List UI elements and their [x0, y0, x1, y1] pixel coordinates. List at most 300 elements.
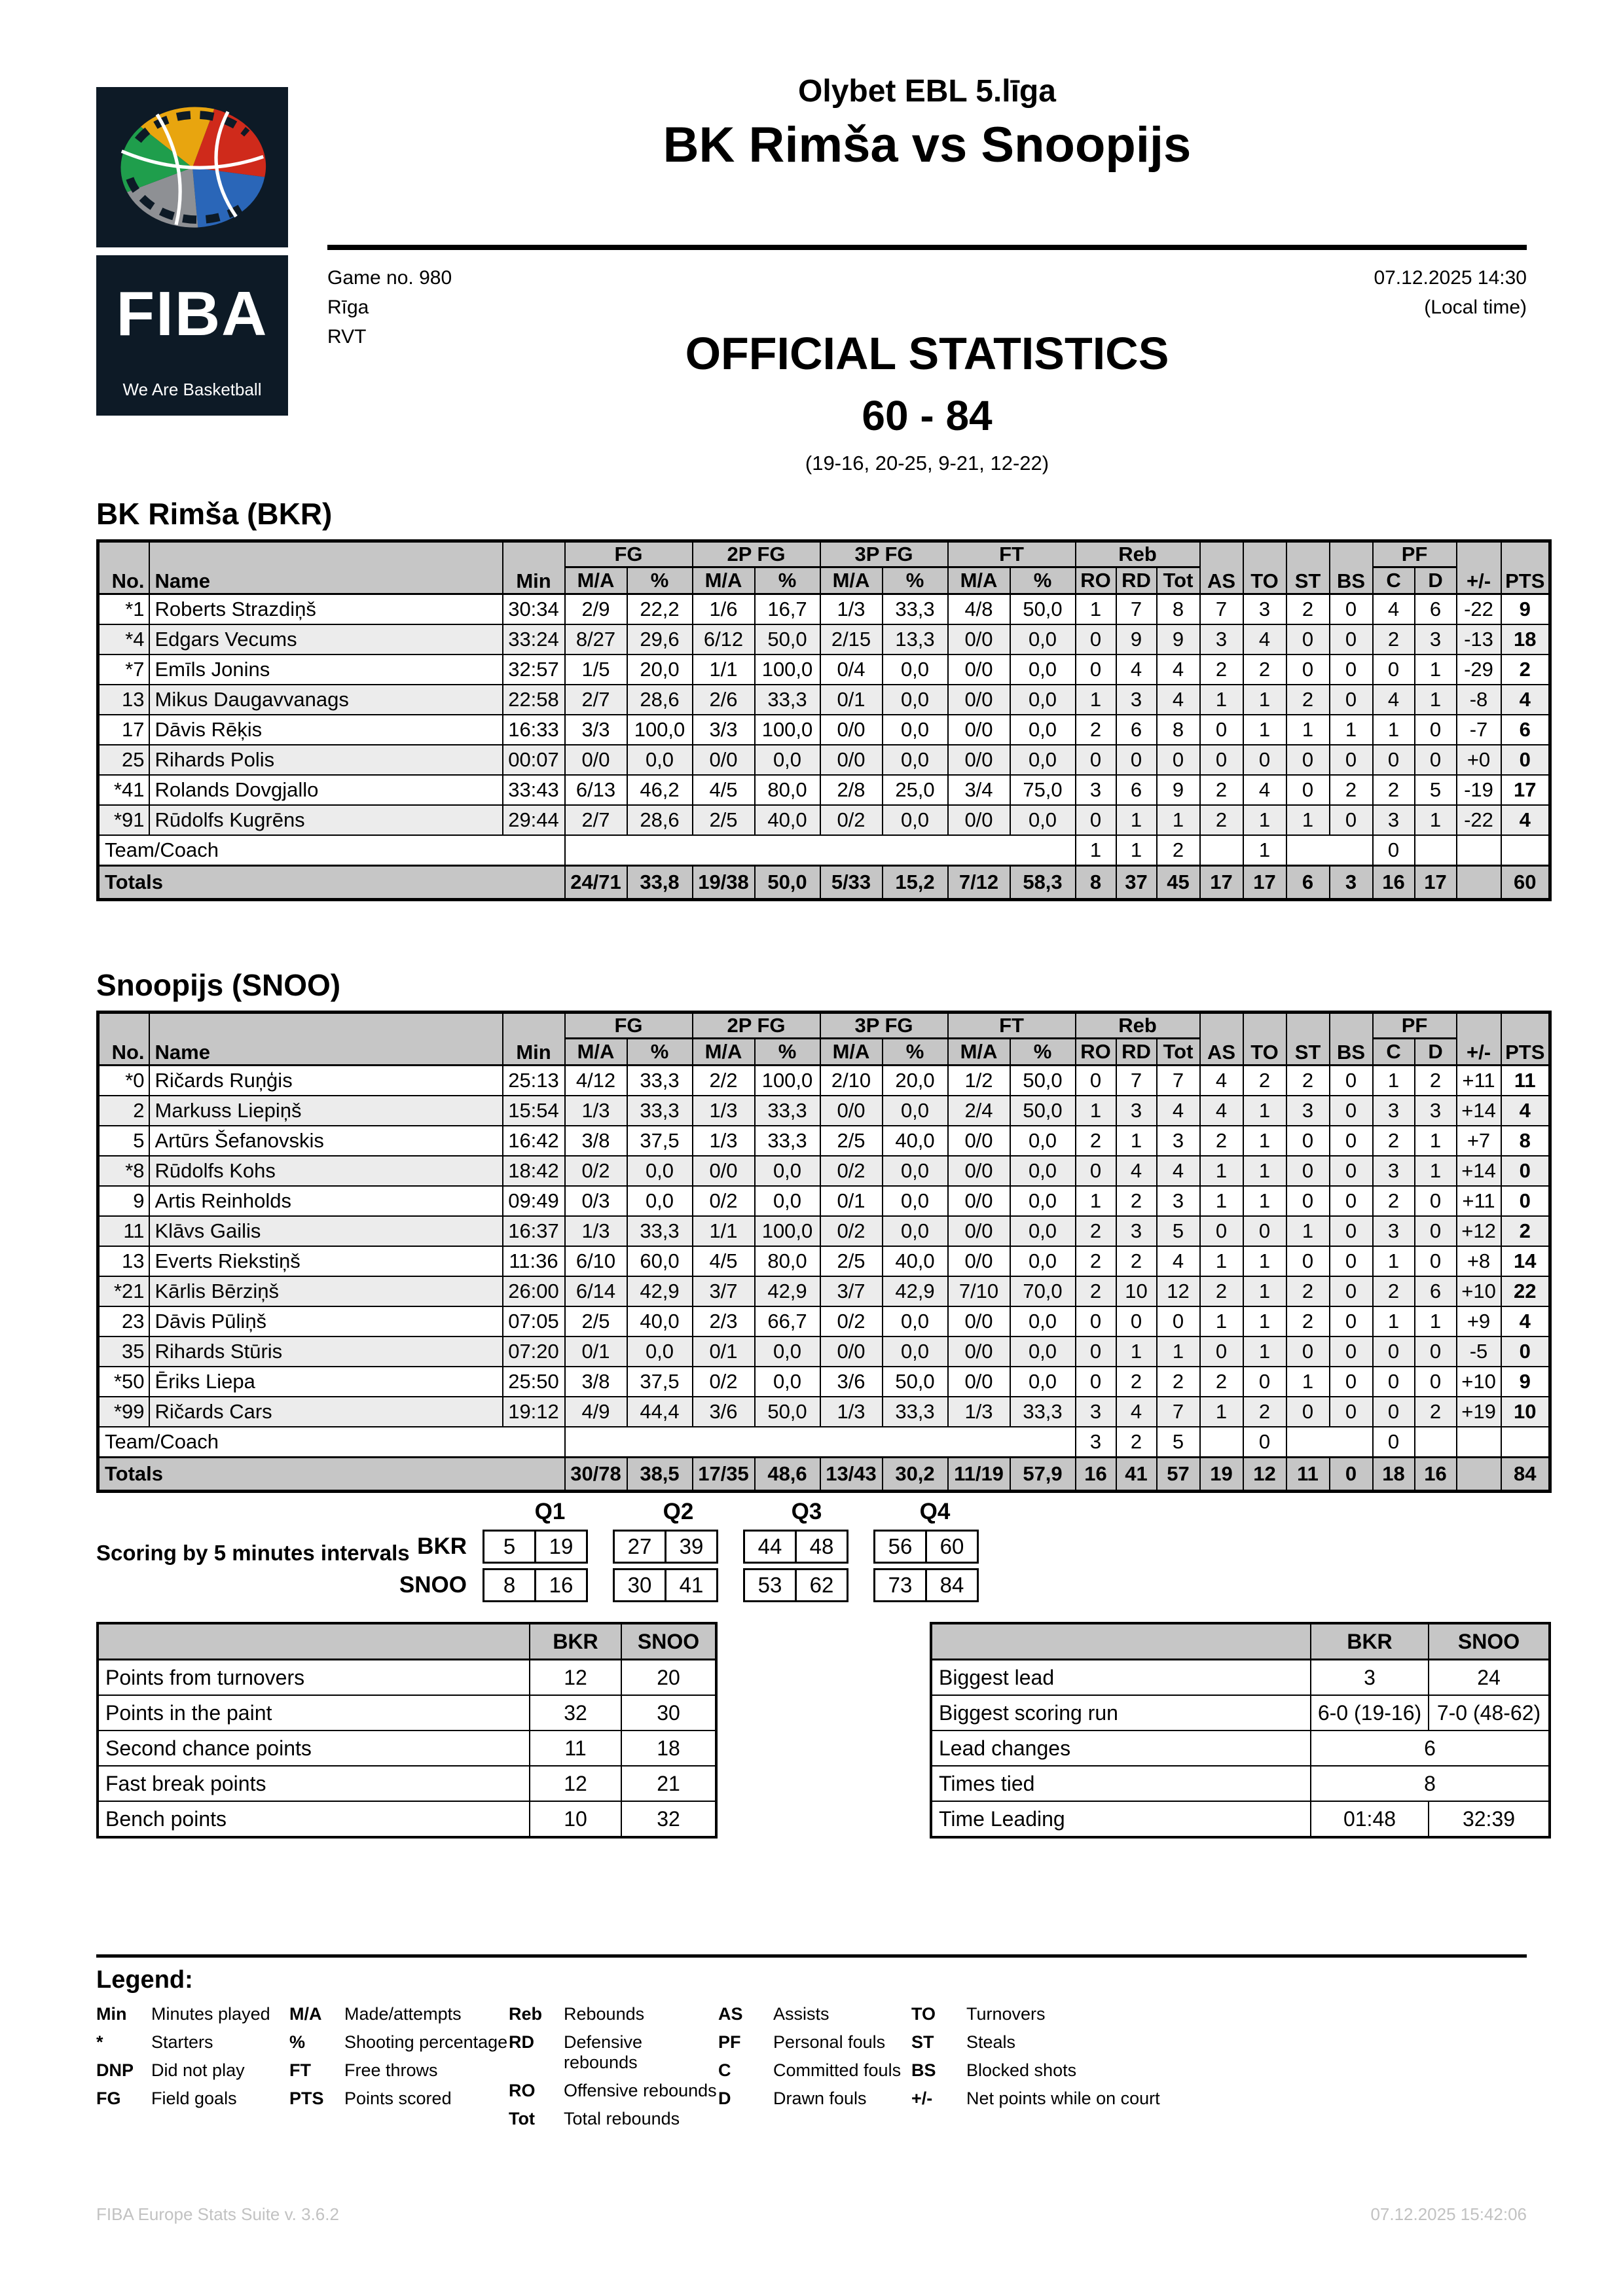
intervals-label: Scoring by 5 minutes intervals: [96, 1541, 410, 1565]
stat-cell: 09:49: [503, 1186, 565, 1216]
legend-entry: [96, 2004, 289, 2024]
stat-cell: 11: [1286, 1458, 1330, 1492]
stat-cell: 4/5: [693, 775, 755, 805]
stat-cell: 1: [1157, 1336, 1200, 1367]
stat-cell: 7: [1157, 1066, 1200, 1096]
blank-cell: [1415, 1427, 1457, 1458]
stat-cell: 1/3: [693, 1096, 755, 1126]
stat-cell: 2: [1076, 1126, 1116, 1156]
stat-cell: 0,0: [1010, 655, 1076, 685]
stat-cell: Roberts Strazdiņš: [149, 594, 503, 625]
group-header: PF: [1373, 541, 1457, 567]
stat-cell: 2: [1501, 655, 1550, 685]
player-row: [98, 1306, 1550, 1336]
col-header: Name: [149, 1013, 503, 1066]
stat-cell: 35: [98, 1336, 149, 1367]
stat-cell: 0,0: [1010, 745, 1076, 775]
stat-cell: 9: [1501, 594, 1550, 625]
legend-entry: [911, 2089, 1186, 2109]
stat-cell: 33:43: [503, 775, 565, 805]
group-header: 2P FG: [693, 541, 820, 567]
stat-cell: 0,0: [883, 1216, 948, 1246]
legend-abbr: Tot: [509, 2109, 535, 2128]
stat-cell: 9: [1157, 624, 1200, 655]
legend-abbr: M/A: [289, 2004, 322, 2024]
stat-cell: 2/7: [565, 685, 627, 715]
col-header: %: [755, 1039, 820, 1066]
stat-cell: 0/0: [948, 1126, 1010, 1156]
stat-cell: 18:42: [503, 1156, 565, 1186]
interval-score-cell: 73: [888, 1573, 913, 1597]
stat-cell: Markuss Liepiņš: [149, 1096, 503, 1126]
stat-cell: 0: [1415, 715, 1457, 745]
interval-team-row: [96, 1568, 1209, 1602]
stat-cell: 60: [1501, 866, 1550, 900]
misc-value: 12: [530, 1660, 621, 1696]
stat-cell: 11: [1501, 1066, 1550, 1096]
stat-cell: Kārlis Bērziņš: [149, 1276, 503, 1306]
stat-cell: 33,3: [883, 1397, 948, 1427]
col-header: ST: [1286, 541, 1330, 594]
stat-cell: *8: [98, 1156, 149, 1186]
stat-cell: Rūdolfs Kohs: [149, 1156, 503, 1186]
stat-cell: 0,0: [883, 1096, 948, 1126]
stat-cell: 2: [98, 1096, 149, 1126]
stat-cell: 8: [1076, 866, 1116, 900]
league-title: Olybet EBL 5.līga: [798, 74, 1056, 109]
stat-cell: Ēriks Liepa: [149, 1367, 503, 1397]
misc-value: 7-0 (48-62): [1429, 1695, 1550, 1731]
stat-cell: 0: [1243, 1367, 1286, 1397]
stat-cell: 16,7: [755, 594, 820, 625]
interval-score-cell: 53: [757, 1573, 782, 1597]
fiba-tagline: We Are Basketball: [122, 380, 262, 399]
stat-cell: 50,0: [755, 1397, 820, 1427]
stat-cell: 2: [1076, 1216, 1116, 1246]
totals-label: Totals: [98, 866, 565, 900]
stat-cell: Everts Riekstiņš: [149, 1246, 503, 1276]
stat-cell: 0: [1076, 1066, 1116, 1096]
stat-cell: 1/3: [693, 1126, 755, 1156]
stat-cell: 4: [1157, 1156, 1200, 1186]
player-row: [98, 1336, 1550, 1367]
legend-description: Starters: [151, 2032, 213, 2052]
stat-cell: 0: [1373, 1336, 1415, 1367]
stat-cell: 1: [1243, 1186, 1286, 1216]
stat-cell: 0: [1330, 745, 1373, 775]
stat-cell: 0: [1373, 745, 1415, 775]
legend-entry: [718, 2004, 911, 2024]
legend-description: Did not play: [151, 2060, 245, 2080]
legend-description: Points scored: [344, 2089, 452, 2108]
stat-cell: 0: [1373, 835, 1415, 866]
misc-header-row: [931, 1623, 1550, 1660]
misc-label: Points from turnovers: [98, 1660, 530, 1696]
stat-cell: 1: [1415, 1156, 1457, 1186]
stat-cell: 3/8: [565, 1367, 627, 1397]
stat-cell: 4: [1501, 805, 1550, 835]
legend-description: Shooting percentage: [344, 2032, 508, 2052]
legend-description: Field goals: [151, 2089, 237, 2108]
stat-cell: 4: [1116, 1397, 1157, 1427]
col-header: RO: [1076, 1039, 1116, 1066]
stat-cell: 29:44: [503, 805, 565, 835]
stat-cell: 4: [1157, 1246, 1200, 1276]
stat-cell: 0: [1286, 1397, 1330, 1427]
stat-cell: 0/2: [565, 1156, 627, 1186]
stat-cell: 0/0: [948, 624, 1010, 655]
stat-cell: 0/0: [948, 655, 1010, 685]
stat-cell: 0/2: [820, 1216, 883, 1246]
stat-cell: 1: [1076, 835, 1116, 866]
stat-cell: 0: [1330, 1216, 1373, 1246]
stat-cell: 1: [1200, 1306, 1243, 1336]
blank-cell: [1501, 835, 1550, 866]
col-header: RD: [1116, 1039, 1157, 1066]
stat-cell: 0/0: [948, 805, 1010, 835]
legend-entry: [509, 2109, 718, 2129]
stat-cell: 0: [1415, 1186, 1457, 1216]
stat-cell: 9: [1157, 775, 1200, 805]
stat-cell: 0,0: [883, 1306, 948, 1336]
stat-cell: 2: [1116, 1427, 1157, 1458]
group-header: 3P FG: [820, 541, 948, 567]
stat-cell: 58,3: [1010, 866, 1076, 900]
stat-cell: 6: [1116, 715, 1157, 745]
stat-cell: 7: [1116, 1066, 1157, 1096]
legend-entry: [96, 2089, 289, 2109]
stat-cell: 1: [1415, 1126, 1457, 1156]
fiba-basketball-icon: [111, 99, 274, 236]
stat-cell: 16: [1076, 1458, 1116, 1492]
local-time-note: (Local time): [1424, 296, 1527, 318]
stat-cell: 15:54: [503, 1096, 565, 1126]
stat-cell: 0: [1243, 1427, 1286, 1458]
stat-cell: 2: [1373, 1126, 1415, 1156]
stat-cell: 6: [1501, 715, 1550, 745]
stat-cell: 80,0: [755, 1246, 820, 1276]
stat-cell: 44,4: [627, 1397, 693, 1427]
stat-cell: 0: [1501, 1186, 1550, 1216]
interval-score-cell: 5: [503, 1534, 516, 1558]
stat-cell: 1: [1415, 685, 1457, 715]
stat-cell: 0: [1373, 1427, 1415, 1458]
stat-cell: +11: [1457, 1186, 1501, 1216]
game-datetime: [327, 263, 1527, 322]
stat-cell: 22: [1501, 1276, 1550, 1306]
stat-cell: 0/0: [820, 1336, 883, 1367]
stat-cell: +7: [1457, 1126, 1501, 1156]
legend-description: Drawn fouls: [773, 2089, 867, 2108]
stat-cell: 0,0: [1010, 1216, 1076, 1246]
stat-cell: *1: [98, 594, 149, 625]
col-header: TO: [1243, 1013, 1286, 1066]
legend-abbr: RO: [509, 2081, 536, 2100]
stat-cell: 0: [1330, 1367, 1373, 1397]
stat-cell: 16: [1373, 866, 1415, 900]
totals-row: [98, 1458, 1550, 1492]
stat-cell: [1457, 866, 1501, 900]
stat-cell: 32:57: [503, 655, 565, 685]
stat-cell: 4: [1157, 685, 1200, 715]
stat-cell: 33,3: [755, 1096, 820, 1126]
stat-cell: 2/10: [820, 1066, 883, 1096]
stat-cell: 1/3: [948, 1397, 1010, 1427]
misc-label: Times tied: [931, 1766, 1311, 1801]
stat-cell: 0,0: [627, 1156, 693, 1186]
stat-cell: 3/6: [693, 1397, 755, 1427]
fiba-logo-ball-box: [96, 87, 288, 247]
fiba-logo-text-box: [96, 255, 288, 416]
stat-cell: 0/0: [948, 1156, 1010, 1186]
legend-grid: [96, 2004, 1186, 2137]
stat-cell: 37: [1116, 866, 1157, 900]
stat-cell: 0/0: [820, 715, 883, 745]
stat-cell: 1: [1116, 805, 1157, 835]
stat-cell: 8: [1157, 715, 1200, 745]
legend-description: Net points while on court: [966, 2089, 1160, 2108]
legend-entry: [289, 2032, 509, 2053]
stat-cell: 0,0: [755, 1186, 820, 1216]
stat-cell: 1: [1116, 835, 1157, 866]
stat-cell: 4: [1501, 1306, 1550, 1336]
stat-cell: 10: [1116, 1276, 1157, 1306]
player-row: [98, 1126, 1550, 1156]
stat-cell: 0: [1076, 745, 1116, 775]
stat-cell: 2: [1415, 1397, 1457, 1427]
stat-cell: 4: [1200, 1066, 1243, 1096]
stat-cell: 3: [1373, 805, 1415, 835]
stat-cell: 16:33: [503, 715, 565, 745]
stat-cell: 3: [1243, 594, 1286, 625]
stat-cell: 2: [1076, 1246, 1116, 1276]
group-header: Reb: [1076, 541, 1200, 567]
stat-cell: 22,2: [627, 594, 693, 625]
bkr-team-title: BK Rimša (BKR): [96, 497, 333, 531]
legend-abbr: AS: [718, 2004, 743, 2024]
stat-cell: 0: [1501, 1156, 1550, 1186]
stat-cell: 0: [1286, 745, 1330, 775]
stat-cell: 2: [1200, 1276, 1243, 1306]
stat-cell: 0,0: [755, 1367, 820, 1397]
stat-cell: 00:07: [503, 745, 565, 775]
interval-score-cell: 8: [503, 1573, 516, 1597]
page-title: OFFICIAL STATISTICS: [685, 328, 1169, 379]
stat-cell: 3: [1116, 685, 1157, 715]
stat-cell: 2/5: [693, 805, 755, 835]
stat-cell: 0: [1157, 1306, 1200, 1336]
misc-row: [98, 1660, 716, 1696]
stat-cell: 1: [1243, 1246, 1286, 1276]
stat-cell: 3: [1116, 1096, 1157, 1126]
stat-cell: 2: [1330, 775, 1373, 805]
legend-abbr: PTS: [289, 2089, 324, 2108]
group-header: FG: [565, 1013, 693, 1039]
misc-value: 6: [1311, 1731, 1550, 1766]
col-header: AS: [1200, 541, 1243, 594]
stat-cell: 0/1: [693, 1336, 755, 1367]
stat-cell: 30:34: [503, 594, 565, 625]
stat-cell: 0/0: [820, 1096, 883, 1126]
stat-cell: 0,0: [1010, 1156, 1076, 1186]
stat-cell: 9: [98, 1186, 149, 1216]
stat-cell: 0,0: [883, 745, 948, 775]
blank-cell: [565, 1427, 1076, 1458]
stat-cell: 07:20: [503, 1336, 565, 1367]
stat-cell: 0/2: [693, 1367, 755, 1397]
legend-entry: [289, 2060, 509, 2081]
quarter-score-box: [743, 1530, 848, 1564]
stat-cell: 0,0: [883, 1156, 948, 1186]
col-header: M/A: [820, 567, 883, 594]
legend-description: Assists: [773, 2004, 830, 2024]
stat-cell: 1: [1076, 685, 1116, 715]
stat-cell: 42,9: [627, 1276, 693, 1306]
legend-description: Steals: [966, 2032, 1016, 2052]
stat-cell: 0/0: [948, 1367, 1010, 1397]
stat-cell: 19/38: [693, 866, 755, 900]
stat-cell: 1/3: [820, 1397, 883, 1427]
stat-cell: 30/78: [565, 1458, 627, 1492]
stat-cell: 0: [1286, 1126, 1330, 1156]
col-header: Tot: [1157, 1039, 1200, 1066]
stat-cell: 0/1: [820, 1186, 883, 1216]
stat-cell: 0/0: [565, 745, 627, 775]
stat-cell: 1: [1415, 805, 1457, 835]
stat-cell: 19:12: [503, 1397, 565, 1427]
legend-description: Rebounds: [564, 2004, 645, 2024]
stat-cell: Rihards Polis: [149, 745, 503, 775]
stat-cell: 0/1: [565, 1336, 627, 1367]
legend-entry: [289, 2089, 509, 2109]
stat-cell: 6: [1286, 866, 1330, 900]
stat-cell: 3/4: [948, 775, 1010, 805]
interval-score-cell: 16: [534, 1570, 586, 1600]
stat-cell: *4: [98, 624, 149, 655]
legend-abbr: *: [96, 2032, 103, 2052]
stat-cell: 0: [1330, 594, 1373, 625]
quarter-score-box: [613, 1568, 718, 1602]
stat-cell: 5: [1157, 1427, 1200, 1458]
stat-cell: *41: [98, 775, 149, 805]
stat-cell: 0,0: [1010, 685, 1076, 715]
stat-cell: 0: [1200, 1336, 1243, 1367]
stat-cell: 84: [1501, 1458, 1550, 1492]
player-row: [98, 1246, 1550, 1276]
legend-abbr: TO: [911, 2004, 936, 2024]
stat-cell: 0/2: [820, 1156, 883, 1186]
stat-cell: 3: [1116, 1216, 1157, 1246]
stat-cell: 0: [1330, 655, 1373, 685]
player-row: [98, 1186, 1550, 1216]
stat-cell: 18: [1373, 1458, 1415, 1492]
group-header: FT: [948, 541, 1076, 567]
stat-cell: 2/9: [565, 594, 627, 625]
blank-cell: [1415, 835, 1457, 866]
stat-cell: 0: [1330, 1156, 1373, 1186]
interval-score-cell: 27: [627, 1534, 652, 1558]
col-header: Min: [503, 1013, 565, 1066]
stat-cell: 41: [1116, 1458, 1157, 1492]
stat-cell: 0: [1330, 1397, 1373, 1427]
stat-cell: 2/2: [693, 1066, 755, 1096]
misc-value: 12: [530, 1766, 621, 1801]
stat-cell: 0,0: [883, 1336, 948, 1367]
stat-cell: Rūdolfs Kugrēns: [149, 805, 503, 835]
header-divider: [327, 245, 1527, 250]
stat-cell: Rolands Dovgjallo: [149, 775, 503, 805]
stat-cell: 3: [1373, 1156, 1415, 1186]
stat-cell: 0: [1415, 745, 1457, 775]
stat-cell: 1: [1286, 805, 1330, 835]
stat-cell: *50: [98, 1367, 149, 1397]
stat-cell: 25:13: [503, 1066, 565, 1096]
stat-cell: 10: [1501, 1397, 1550, 1427]
stat-cell: -22: [1457, 805, 1501, 835]
stat-cell: 6/10: [565, 1246, 627, 1276]
stat-cell: 0/0: [948, 1336, 1010, 1367]
stat-cell: 2: [1076, 1276, 1116, 1306]
misc-row: [931, 1660, 1550, 1696]
legend-entry: [718, 2032, 911, 2053]
stat-cell: 1: [1200, 1246, 1243, 1276]
stat-cell: 6/12: [693, 624, 755, 655]
misc-col-header: BKR: [1311, 1623, 1429, 1660]
stat-cell: 46,2: [627, 775, 693, 805]
misc-row: [931, 1801, 1550, 1837]
stat-cell: 0: [1243, 1216, 1286, 1246]
stat-cell: 50,0: [1010, 594, 1076, 625]
col-header: %: [755, 567, 820, 594]
stat-cell: 7/10: [948, 1276, 1010, 1306]
col-header: PTS: [1501, 1013, 1550, 1066]
col-header: M/A: [693, 567, 755, 594]
col-header: Tot: [1157, 567, 1200, 594]
quarter-score-box: [873, 1530, 979, 1564]
datetime: 07.12.2025 14:30: [1374, 267, 1527, 289]
stat-cell: 2: [1286, 685, 1330, 715]
stat-cell: 0: [1330, 1096, 1373, 1126]
stat-cell: 0: [1501, 745, 1550, 775]
misc-label: Lead changes: [931, 1731, 1311, 1766]
legend-description: Committed fouls: [773, 2060, 902, 2080]
interval-score-cell: 62: [795, 1570, 847, 1600]
stat-cell: 2: [1286, 1306, 1330, 1336]
legend-entry: [718, 2060, 911, 2081]
misc-value: 20: [621, 1660, 716, 1696]
stat-cell: 2: [1200, 805, 1243, 835]
stat-cell: 37,5: [627, 1367, 693, 1397]
stat-cell: 75,0: [1010, 775, 1076, 805]
stat-cell: 23: [98, 1306, 149, 1336]
stat-cell: 48,6: [755, 1458, 820, 1492]
stat-cell: 42,9: [755, 1276, 820, 1306]
misc-col-header: SNOO: [1429, 1623, 1550, 1660]
quarter-headers: [96, 1499, 1209, 1525]
misc-row: [931, 1766, 1550, 1801]
scoring-intervals-section: [96, 1499, 1209, 1602]
stat-cell: 50,0: [1010, 1096, 1076, 1126]
stat-cell: 18: [1501, 624, 1550, 655]
col-header: %: [627, 1039, 693, 1066]
legend-description: Total rebounds: [564, 2109, 680, 2128]
stat-cell: 2: [1373, 624, 1415, 655]
stat-cell: 100,0: [755, 1066, 820, 1096]
legend-entry: [289, 2004, 509, 2024]
player-row: [98, 685, 1550, 715]
stat-cell: 33,3: [627, 1096, 693, 1126]
stat-cell: 1/3: [565, 1096, 627, 1126]
